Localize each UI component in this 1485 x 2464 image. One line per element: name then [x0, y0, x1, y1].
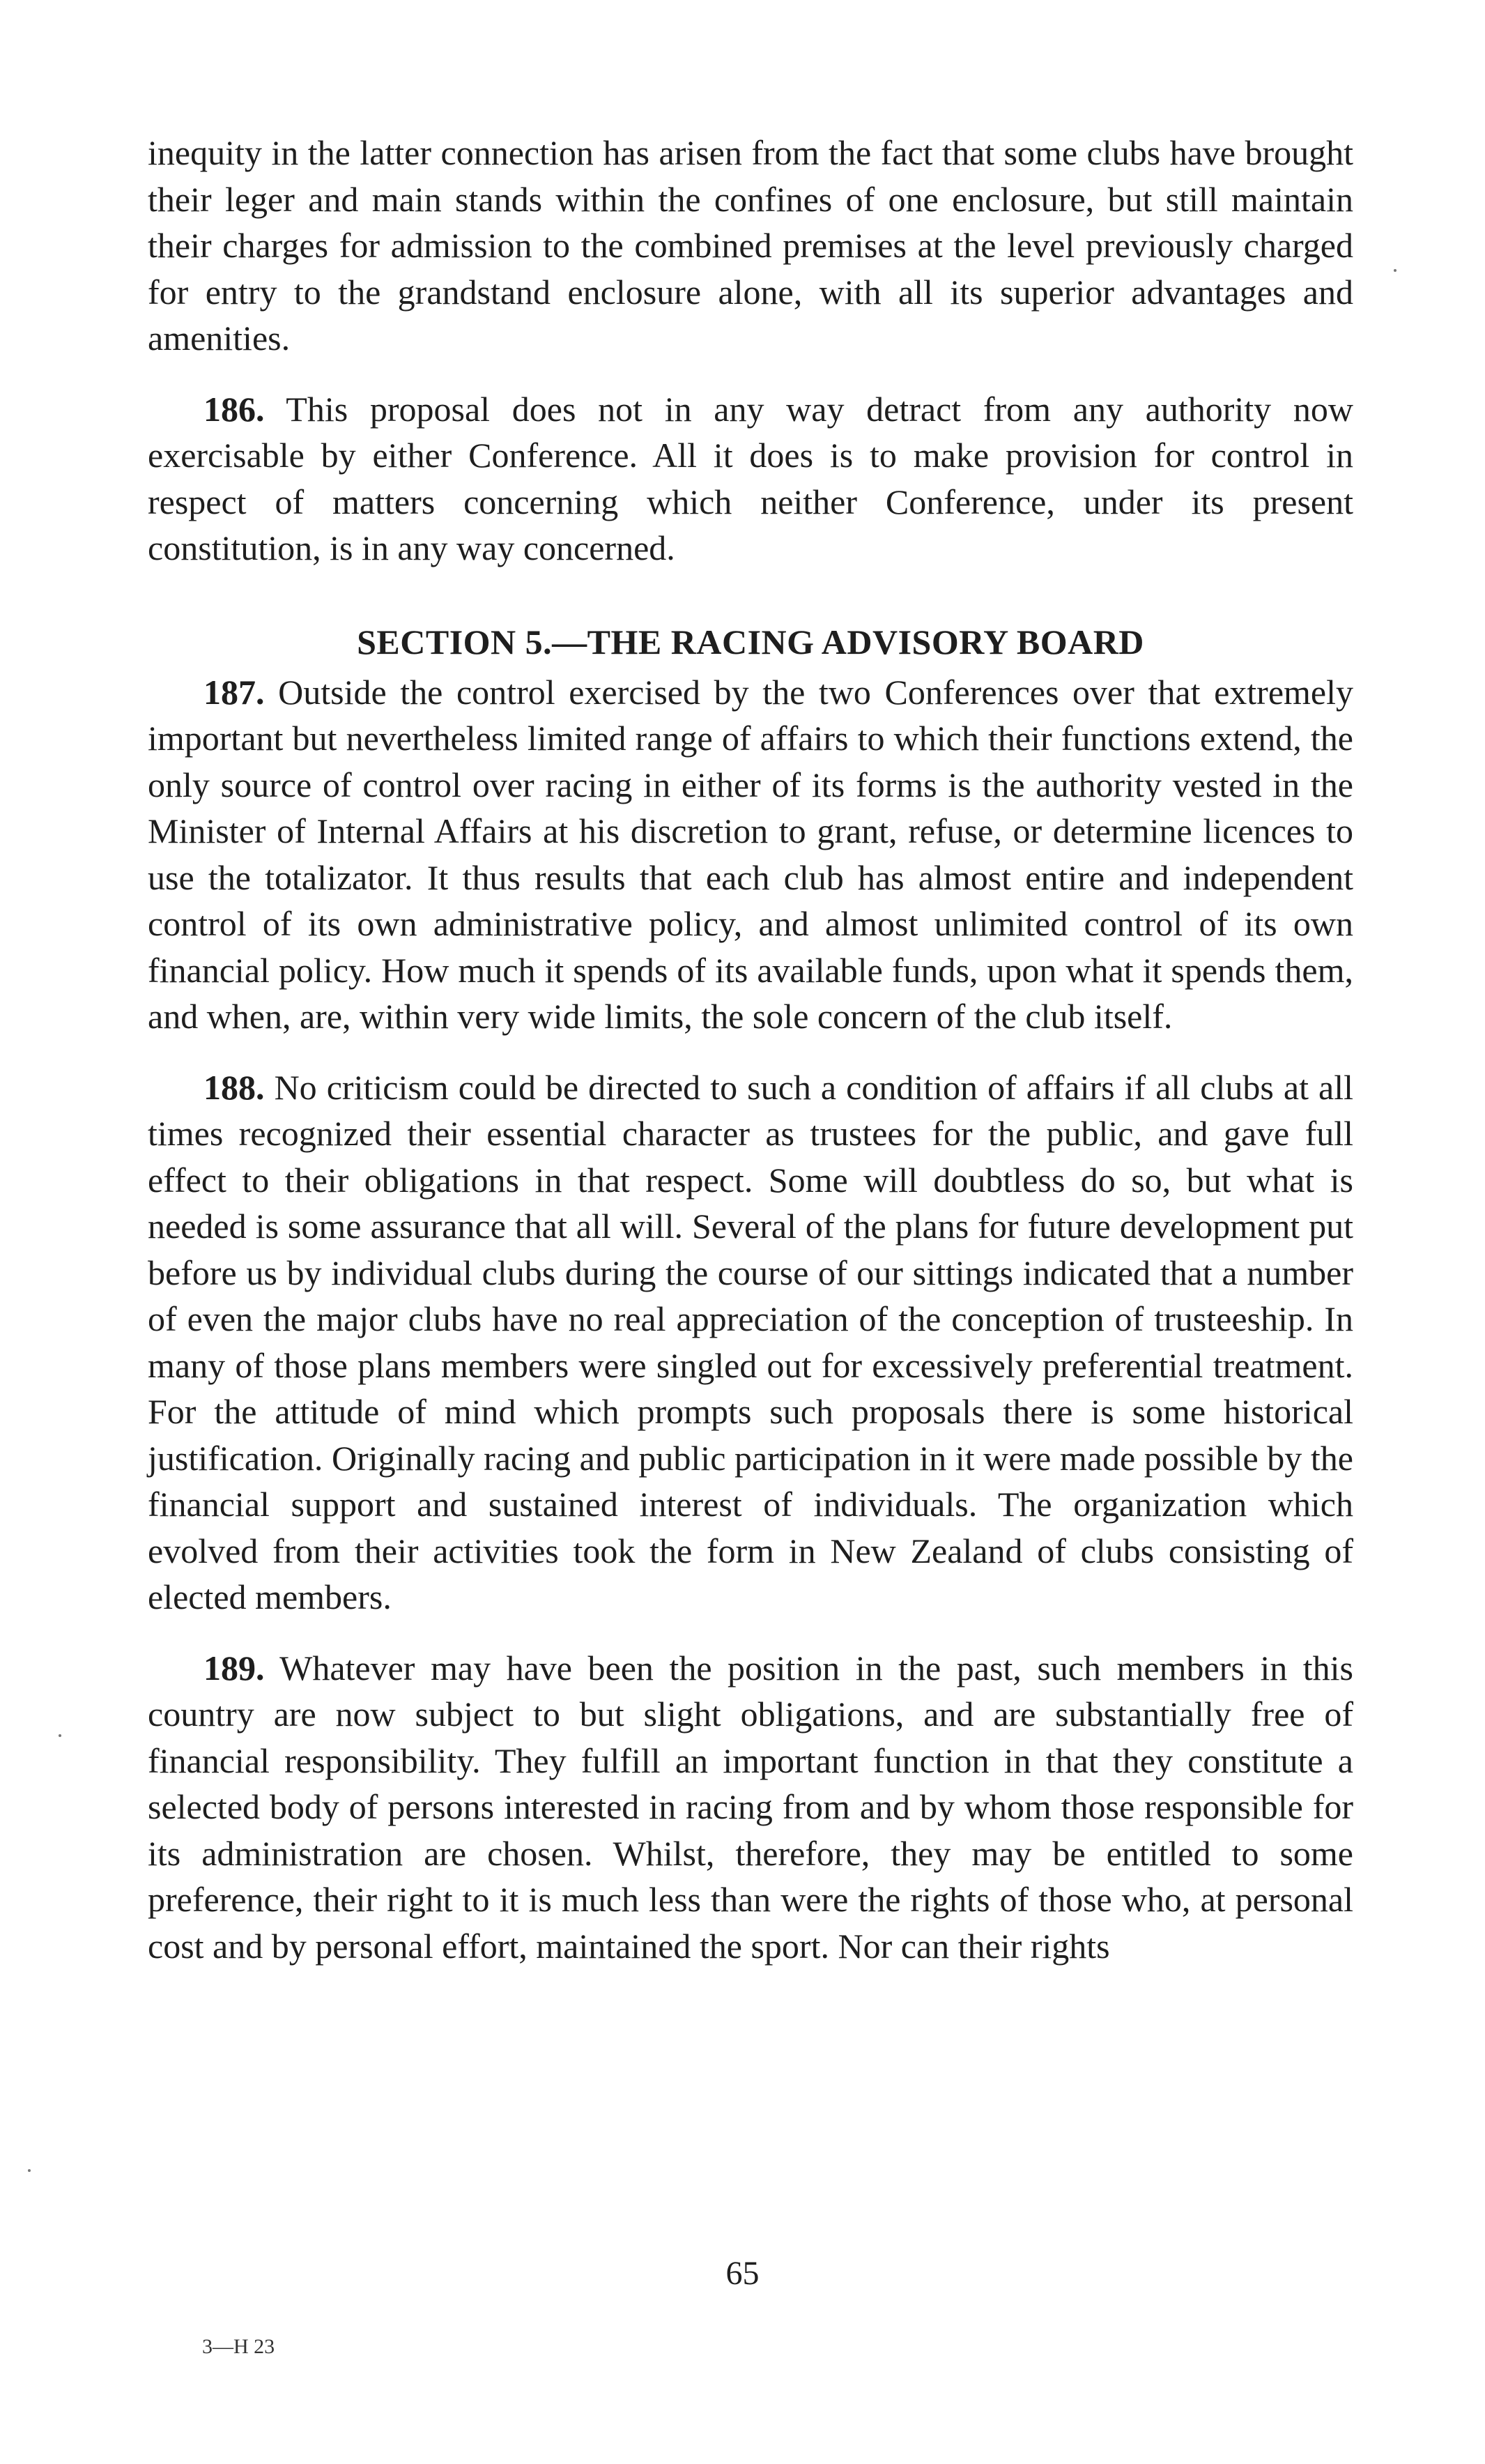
paragraph-186 [148, 386, 1353, 572]
paragraph-number: 189. [203, 1648, 265, 1688]
paragraph-text: This proposal does not in any way detract from any authority now exercisable by either Conference. All it does is to make provision for control in respect of matters concerning which neither Conference, under its present constitution, is in any way concerned. [148, 389, 1353, 567]
page-body [148, 130, 1353, 1969]
paragraph-text: Whatever may have been the position in the past, such members in this country are now subject to but slight obligations, and are substantially free of financial responsibility. They fulfill an important function in that they constitute a selected body of persons interested in racing from and by whom those responsible for its administration are chosen. Whilst, therefore, they may be entitled to some preference, their right to it is much less than were the rights of those who, at personal cost and by personal effort, maintained the sport. Nor can their rights [148, 1648, 1353, 1966]
paragraph-text: inequity in the latter connection has arisen from the fact that some clubs have brought their leger and main stands within the confines of one enclosure, but still maintain their charges for admission to the combined premises at the level previously charged for entry to the grandstand enclosure alone, with all its superior advantages and amenities. [148, 133, 1353, 358]
paragraph-number: 187. [203, 672, 265, 712]
paragraph-continuation [148, 130, 1353, 362]
paragraph-text: No criticism could be directed to such a condition of affairs if all clubs at all times recognized their essential character as trustees for the public, and gave full effect to their obligations in that respect. Some will doubtless do so, but what is needed is some assurance that all will. Several of the plans for future development put before us by individual clubs during the course of our sittings indicated that a number of even the major clubs have no real appreciation of the conception of trusteeship. In many of those plans members were singled out for excessively preferential treatment. For the attitude of mind which prompts such proposals there is some historical justification. Originally racing and public participation in it were made possible by the financial support and sustained interest of individuals. The organization which evolved from their activities took the form in New Zealand of clubs consisting of elected members. [148, 1067, 1353, 1616]
printer-signature-mark: 3—H 23 [202, 2335, 275, 2358]
scan-speck [28, 2169, 31, 2172]
paragraph-number: 186. [203, 389, 265, 429]
scan-speck [1394, 269, 1396, 272]
paragraph-188 [148, 1064, 1353, 1621]
section-heading: SECTION 5.—THE RACING ADVISORY BOARD [357, 622, 1144, 661]
paragraph-187 [148, 669, 1353, 1040]
paragraph-number: 188. [203, 1067, 265, 1107]
paragraph-189 [148, 1645, 1353, 1970]
paragraph-text: Outside the control exercised by the two Conferences over that extremely important but nevertheless limited range of affairs to which their functions extend, the only source of control over racing in either of its forms is the authority vested in the Minister of Internal Affairs at his discretion to grant, refuse, or determine licences to use the totalizator. It thus results that each club has almost entire and independent control of its own administrative policy, and almost unlimited control of its own financial policy. How much it spends of its available funds, upon what it spends them, and when, are, within very wide limits, the sole concern of the club itself. [148, 672, 1353, 1036]
scan-speck [59, 1734, 61, 1737]
page-number: 65 [725, 2255, 760, 2292]
